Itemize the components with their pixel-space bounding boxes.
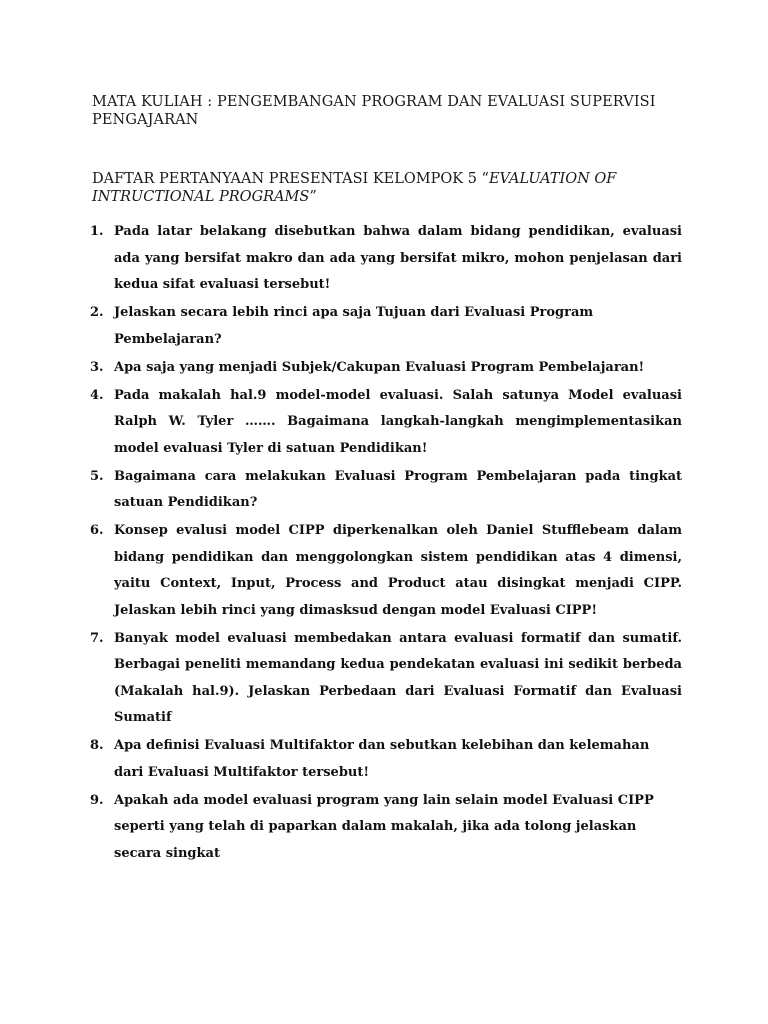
question-item — [92, 788, 682, 868]
question-list — [92, 219, 682, 869]
question-text: Jelaskan secara lebih rinci apa saja Tujuan dari Evaluasi Program Pembelajaran? — [114, 305, 594, 347]
question-number: 3. — [90, 359, 104, 375]
question-number: 9. — [90, 792, 104, 808]
question-text: Pada latar belakang disebutkan bahwa dalam bidang pendidikan, evaluasi ada yang bersifat makro dan ada yang bersifat mikro, mohon penjelasan dari kedua sifat evaluasi tersebut! — [114, 224, 682, 292]
question-number: 4. — [90, 387, 104, 403]
question-text: Apa saja yang menjadi Subjek/Cakupan Evaluasi Program Pembelajaran! — [114, 359, 645, 375]
heading-prefix: DAFTAR PERTANYAAN PRESENTASI KELOMPOK 5 “ — [92, 171, 489, 187]
question-number: 2. — [90, 305, 104, 320]
course-title — [92, 93, 692, 129]
question-text: Pada makalah hal.9 model-model evaluasi. Salah satunya Model evaluasi Ralph W. Tyler ……. Bagaimana langkah-langkah mengimplementasikan model evaluasi Tyler di satuan Pendidikan! — [114, 387, 682, 456]
question-item — [92, 355, 682, 382]
course-title-text: MATA KULIAH : PENGEMBANGAN PROGRAM DAN EVALUASI SUPERVISI PENGAJARAN — [92, 94, 656, 128]
question-item — [92, 626, 682, 732]
question-text: Bagaimana cara melakukan Evaluasi Program Pembelajaran pada tingkat satuan Pendidikan? — [114, 468, 682, 510]
question-item — [92, 383, 682, 463]
question-number: 1. — [90, 224, 104, 239]
question-item — [92, 300, 682, 353]
question-item — [92, 219, 682, 299]
question-text: Konsep evalusi model CIPP diperkenalkan oleh Daniel Stufflebeam dalam bidang pendidikan dan menggolongkan sistem pendidikan atas 4 dimensi, yaitu Context, Input, Process and Product atau disingkat menjadi CIPP. Jelaskan lebih rinci yang dimasksud dengan model Evaluasi CIPP! — [114, 523, 682, 618]
question-number: 6. — [90, 523, 104, 538]
question-text: Apakah ada model evaluasi program yang lain selain model Evaluasi CIPP seperti yang telah di paparkan dalam makalah, jika ada tolong jelaskan secara singkat — [114, 792, 654, 861]
heading-title: EVALUATION OF INTRUCTIONAL PROGRAMS — [92, 171, 617, 205]
question-text: Banyak model evaluasi membedakan antara evaluasi formatif dan sumatif. Berbagai peneliti memandang kedua pendekatan evaluasi ini sedikit berbeda (Makalah hal.9). Jelaskan Perbedaan dari Evaluasi Formatif dan Evaluasi Sumatif — [114, 630, 682, 725]
question-item — [92, 464, 682, 517]
question-number: 5. — [90, 468, 104, 484]
heading-suffix: ” — [309, 189, 317, 205]
question-item — [92, 733, 682, 786]
question-item — [92, 518, 682, 624]
question-text: Apa definisi Evaluasi Multifaktor dan sebutkan kelebihan dan kelemahan dari Evaluasi Multifaktor tersebut! — [114, 738, 650, 780]
question-number: 8. — [90, 738, 104, 753]
question-number: 7. — [90, 630, 104, 646]
question-list-heading — [92, 170, 692, 206]
